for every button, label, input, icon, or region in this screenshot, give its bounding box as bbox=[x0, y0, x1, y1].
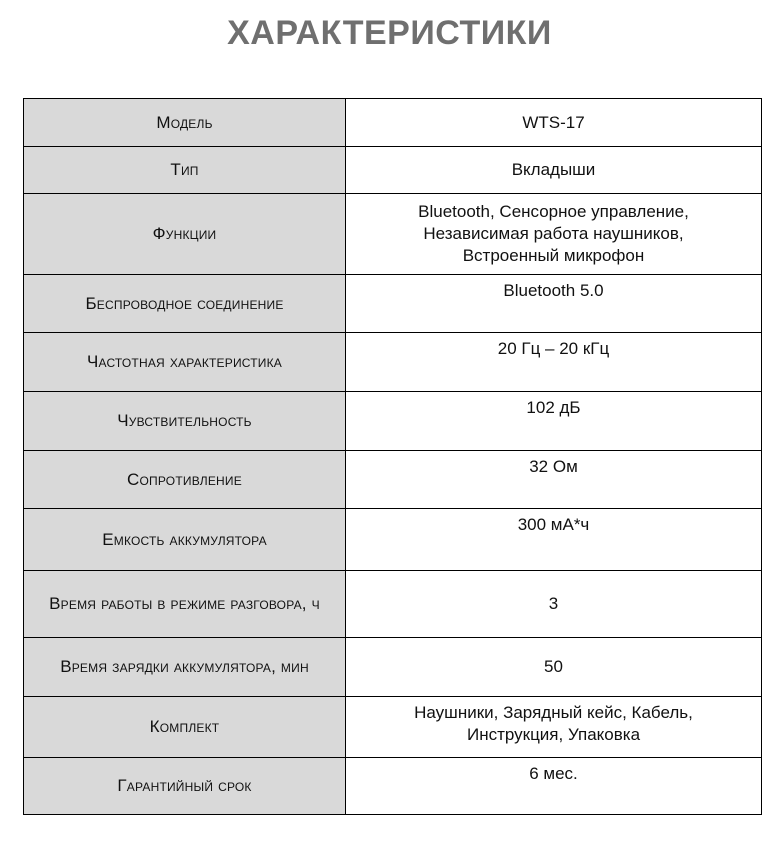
row-label-impedance: Сопротивление bbox=[24, 451, 346, 509]
row-value-model: WTS-17 bbox=[346, 99, 762, 147]
row-value-battery: 300 мА*ч bbox=[346, 509, 762, 571]
row-label-battery: Емкость аккумулятора bbox=[24, 509, 346, 571]
row-value-talk-time: 3 bbox=[346, 571, 762, 638]
table-row bbox=[24, 638, 762, 697]
row-label-talk-time: Время работы в режиме разговора, ч bbox=[24, 571, 346, 638]
specs-table bbox=[23, 98, 762, 815]
functions-line-2: Независимая работа наушников, bbox=[423, 224, 684, 243]
table-row bbox=[24, 571, 762, 638]
package-line-2: Инструкция, Упаковка bbox=[466, 725, 641, 744]
row-label-wireless: Беспроводное соединение bbox=[24, 275, 346, 333]
table-row bbox=[24, 451, 762, 509]
functions-line-1: Bluetooth, Сенсорное управление, bbox=[418, 202, 689, 221]
row-label-sensitivity: Чувствительность bbox=[24, 392, 346, 451]
row-label-package: Комплект bbox=[24, 697, 346, 758]
row-value-warranty: 6 мес. bbox=[346, 758, 762, 815]
row-value-wireless: Bluetooth 5.0 bbox=[346, 275, 762, 333]
table-row bbox=[24, 697, 762, 758]
row-label-frequency: Частотная характеристика bbox=[24, 333, 346, 392]
row-value-impedance: 32 Ом bbox=[346, 451, 762, 509]
row-label-type: Тип bbox=[24, 147, 346, 194]
row-label-warranty: Гарантийный срок bbox=[24, 758, 346, 815]
table-row bbox=[24, 99, 762, 147]
row-value-type: Вкладыши bbox=[346, 147, 762, 194]
page-title: ХАРАКТЕРИСТИКИ bbox=[227, 14, 552, 52]
table-row bbox=[24, 275, 762, 333]
row-value-charge-time: 50 bbox=[346, 638, 762, 697]
row-label-functions: Функции bbox=[24, 194, 346, 275]
table-row bbox=[24, 509, 762, 571]
row-label-model: Модель bbox=[24, 99, 346, 147]
row-value-frequency: 20 Гц – 20 кГц bbox=[346, 333, 762, 392]
table-row bbox=[24, 392, 762, 451]
table-row bbox=[24, 758, 762, 815]
functions-line-3: Встроенный микрофон bbox=[462, 246, 645, 265]
table-row bbox=[24, 147, 762, 194]
package-line-1: Наушники, Зарядный кейс, Кабель, bbox=[414, 703, 693, 722]
row-label-charge-time: Время зарядки аккумулятора, мин bbox=[24, 638, 346, 697]
table-row bbox=[24, 333, 762, 392]
row-value-sensitivity: 102 дБ bbox=[346, 392, 762, 451]
row-value-package bbox=[346, 697, 762, 758]
table-row bbox=[24, 194, 762, 275]
row-value-functions bbox=[346, 194, 762, 275]
